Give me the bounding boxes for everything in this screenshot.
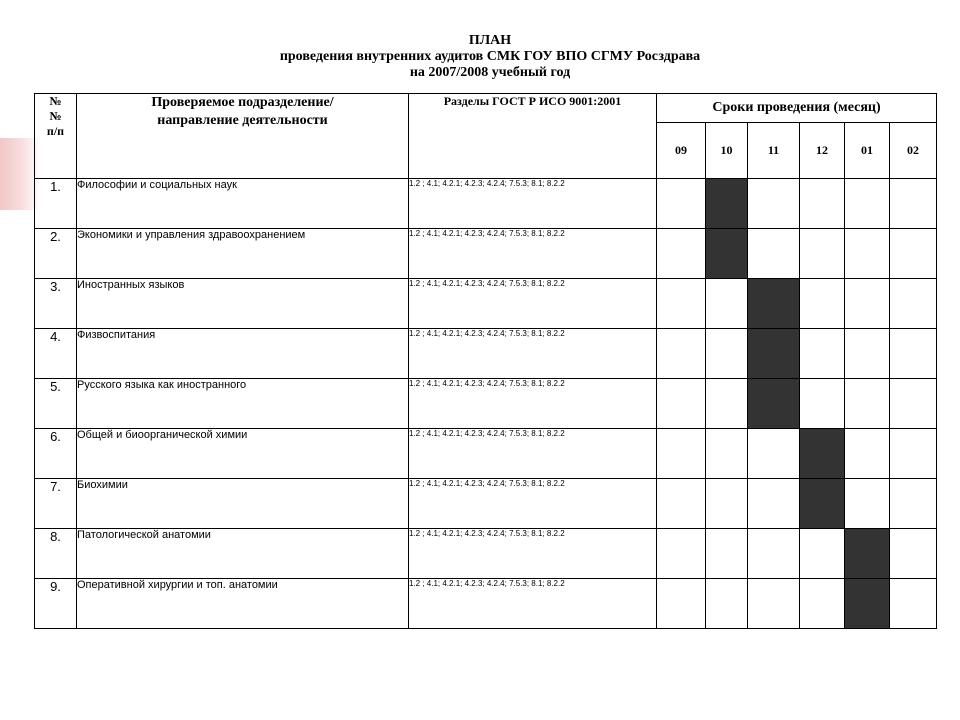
table-row [35,379,937,429]
month-cell [657,229,706,279]
month-cell [845,379,890,429]
gost-sections: 1.2 ; 4.1; 4.2.1; 4.2.3; 4.2.4; 7.5.3; 8.1; 8.2.2 [409,529,657,579]
row-number: 5. [35,379,77,429]
gost-sections: 1.2 ; 4.1; 4.2.1; 4.2.3; 4.2.4; 7.5.3; 8.1; 8.2.2 [409,179,657,229]
month-header-01: 01 [845,123,890,179]
month-header-02: 02 [890,123,937,179]
row-number: 2. [35,229,77,279]
header-number-line2: № [49,109,62,123]
table-row [35,579,937,629]
month-cell [706,429,748,479]
table-row [35,429,937,479]
month-cell [748,529,800,579]
row-number: 6. [35,429,77,479]
month-cell [890,579,937,629]
month-cell [657,579,706,629]
month-cell [800,229,845,279]
scheduled-month-cell [748,279,800,329]
scheduled-month-cell [800,429,845,479]
gost-sections: 1.2 ; 4.1; 4.2.1; 4.2.3; 4.2.4; 7.5.3; 8.1; 8.2.2 [409,279,657,329]
month-cell [748,179,800,229]
title-line-year: на 2007/2008 учебный год [409,65,571,80]
month-header-10: 10 [706,123,748,179]
department-name: Оперативной хирургии и топ. анатомии [77,579,409,629]
scheduled-month-cell [706,179,748,229]
gost-sections: 1.2 ; 4.1; 4.2.1; 4.2.3; 4.2.4; 7.5.3; 8.1; 8.2.2 [409,229,657,279]
header-department-line1: Проверяемое подразделение/ [151,95,334,110]
month-cell [657,479,706,529]
month-cell [890,329,937,379]
row-number: 3. [35,279,77,329]
month-cell [706,379,748,429]
table-row [35,329,937,379]
month-cell [706,529,748,579]
month-header-12: 12 [800,123,845,179]
audit-plan-table [34,93,937,629]
month-cell [748,579,800,629]
gost-sections: 1.2 ; 4.1; 4.2.1; 4.2.3; 4.2.4; 7.5.3; 8.1; 8.2.2 [409,479,657,529]
header-number-line3: п/п [46,124,65,138]
row-number: 8. [35,529,77,579]
department-name: Патологической анатомии [77,529,409,579]
scheduled-month-cell [748,379,800,429]
month-cell [845,179,890,229]
month-cell [800,529,845,579]
table-row [35,529,937,579]
title-line-purpose: проведения внутренних аудитов СМК ГОУ ВПО СГМУ Росздрава [279,49,701,64]
department-name: Иностранных языков [77,279,409,329]
month-cell [890,529,937,579]
row-number: 4. [35,329,77,379]
month-cell [706,279,748,329]
department-name: Русского языка как иностранного [77,379,409,429]
gost-sections: 1.2 ; 4.1; 4.2.1; 4.2.3; 4.2.4; 7.5.3; 8.1; 8.2.2 [409,329,657,379]
table-row [35,279,937,329]
month-cell [657,179,706,229]
row-number: 9. [35,579,77,629]
month-cell [748,429,800,479]
table-body [35,179,937,629]
scheduled-month-cell [748,329,800,379]
month-cell [890,229,937,279]
month-cell [657,379,706,429]
document-title [0,33,960,81]
gost-sections: 1.2 ; 4.1; 4.2.1; 4.2.3; 4.2.4; 7.5.3; 8.1; 8.2.2 [409,379,657,429]
month-header-09: 09 [657,123,706,179]
header-number-line1: № [49,94,62,108]
month-cell [845,279,890,329]
header-department-line2: направление деятельности [157,113,328,128]
scheduled-month-cell [800,479,845,529]
month-cell [845,329,890,379]
month-cell [748,479,800,529]
month-cell [845,229,890,279]
month-cell [890,429,937,479]
month-cell [845,429,890,479]
month-cell [657,279,706,329]
department-name: Биохимии [77,479,409,529]
month-cell [657,529,706,579]
month-cell [890,479,937,529]
scheduled-month-cell [706,229,748,279]
table-row [35,479,937,529]
month-cell [800,179,845,229]
month-cell [800,279,845,329]
title-line-plan: ПЛАН [468,33,512,48]
gost-sections: 1.2 ; 4.1; 4.2.1; 4.2.3; 4.2.4; 7.5.3; 8.1; 8.2.2 [409,579,657,629]
header-row [35,94,937,123]
header-number [35,94,77,179]
month-cell [706,479,748,529]
header-gost-sections: Разделы ГОСТ Р ИСО 9001:2001 [409,94,657,179]
month-cell [657,429,706,479]
scheduled-month-cell [845,579,890,629]
gost-sections: 1.2 ; 4.1; 4.2.1; 4.2.3; 4.2.4; 7.5.3; 8.1; 8.2.2 [409,429,657,479]
month-cell [706,579,748,629]
month-cell [890,379,937,429]
month-cell [800,379,845,429]
month-cell [890,179,937,229]
scheduled-month-cell [845,529,890,579]
header-department [77,94,409,179]
row-number: 1. [35,179,77,229]
month-cell [800,579,845,629]
month-cell [800,329,845,379]
month-cell [657,329,706,379]
department-name: Философии и социальных наук [77,179,409,229]
month-cell [748,229,800,279]
department-name: Физвоспитания [77,329,409,379]
header-schedule: Сроки проведения (месяц) [657,94,937,123]
table-row [35,229,937,279]
month-cell [845,479,890,529]
row-number: 7. [35,479,77,529]
department-name: Экономики и управления здравоохранением [77,229,409,279]
department-name: Общей и биоорганической химии [77,429,409,479]
month-cell [706,329,748,379]
table-row [35,179,937,229]
month-cell [890,279,937,329]
month-header-11: 11 [748,123,800,179]
